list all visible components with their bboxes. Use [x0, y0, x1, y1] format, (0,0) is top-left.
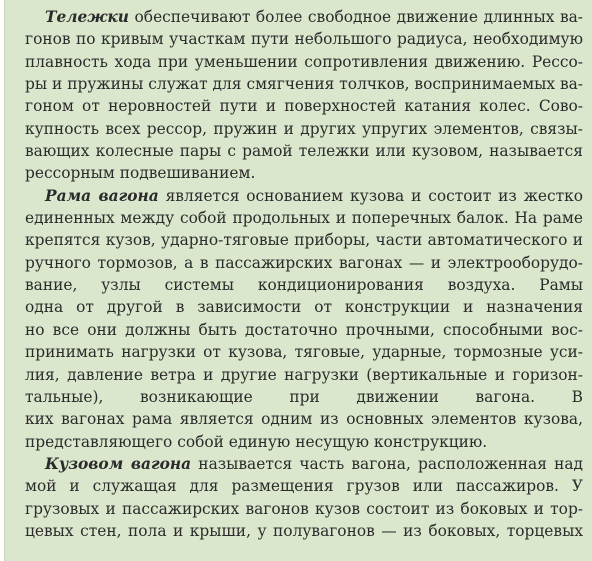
- paragraph-1-line-4: ры и пружины служат для смягчения толчков, воспринимаемых ва-: [25, 75, 583, 94]
- paragraph-3-text: называется часть вагона, расположенная над: [198, 454, 583, 473]
- paragraph-3-line-1: [25, 453, 583, 475]
- document-body: [25, 6, 583, 542]
- term-telezhki: Тележки: [45, 8, 130, 26]
- paragraph-1-line-3: плавность хода при уменьшении сопротивления движению. Рессо-: [25, 52, 583, 71]
- paragraph-2-line-4: ручного тормозов, а в пассажирских вагонах — и электрооборудо-: [25, 253, 583, 272]
- term-kuzov-vagona: Кузовом вагона: [45, 454, 192, 473]
- paragraph-2-line-10: тальные), возникающие при движении вагона. В: [25, 387, 583, 406]
- paragraph-2-line-3: крепятся кузов, ударно-тяговые приборы, части автоматического и: [25, 231, 583, 250]
- paragraph-3-line-2: мой и служащая для размещения грузов или пассажиров. У: [25, 477, 583, 496]
- term-rama-vagona: Рама вагона: [45, 186, 159, 205]
- paragraph-2-line-1: [25, 185, 583, 207]
- paragraph-2-line-11: ких вагонах рама является одним из основных элементов кузова,: [25, 410, 583, 429]
- paragraph-2-line-8: принимать нагрузки от кузова, тяговые, ударные, тормозные уси-: [25, 343, 583, 362]
- paragraph-1-line-6: купность всех рессор, пружин и других упругих элементов, связы-: [25, 119, 583, 138]
- paragraph-2-line-12: представляющего собой единую несущую конструкцию.: [25, 432, 488, 451]
- paragraph-2-line-9: лия, давление ветра и другие нагрузки (вертикальные и горизон-: [25, 365, 583, 384]
- paragraph-1-line-2: гонов по кривым участкам пути небольшого радиуса, необходимую: [25, 30, 583, 49]
- paragraph-2-line-2: единенных между собой продольных и поперечных балок. На раме: [25, 209, 583, 228]
- paragraph-1-line-5: гоном от неровностей пути и поверхностей катания колес. Сово-: [25, 97, 583, 116]
- paragraph-3-line-4: цевых стен, пола и крыши, у полувагонов — из боковых, торцевых: [25, 521, 583, 540]
- paragraph-2-line-6: одна от другой в зависимости от конструкции и назначения: [25, 298, 583, 317]
- paragraph-3-line-3: грузовых и пассажирских вагонов кузов состоит из боковых и тор-: [25, 499, 583, 518]
- paragraph-1-text: обеспечивают более свободное движение длинных ва-: [129, 8, 583, 26]
- paragraph-1-line-1: [25, 6, 583, 28]
- paragraph-2-line-7: но все они должны быть достаточно прочными, способными вос-: [25, 320, 583, 339]
- paragraph-2-text: является основанием кузова и состоит из жестко: [165, 186, 583, 205]
- paragraph-2-line-5: вание, узлы системы кондиционирования воздуха. Рамы: [25, 276, 583, 295]
- text-panel: [4, 0, 592, 561]
- paragraph-1-line-7: вающих колесные пары с рамой тележки или кузовом, называется: [25, 142, 583, 161]
- paragraph-1-line-8: рессорным подвешиванием.: [25, 164, 256, 183]
